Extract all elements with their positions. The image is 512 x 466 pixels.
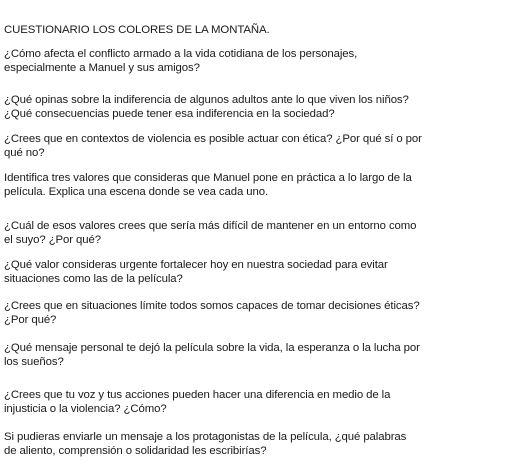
- question-line: los sueños?: [4, 355, 64, 368]
- question-line: ¿Crees que en contextos de violencia es posible actuar con ética? ¿Por qué sí o por: [4, 133, 422, 145]
- question-2: [4, 94, 409, 121]
- question-5: [4, 220, 416, 247]
- question-9: [4, 389, 390, 416]
- question-1: [4, 48, 357, 75]
- question-3: [4, 133, 422, 160]
- question-line: el suyo? ¿Por qué?: [4, 233, 101, 246]
- question-8: [4, 342, 420, 369]
- question-4: [4, 172, 412, 199]
- question-line: especialmente a Manuel y sus amigos?: [4, 61, 200, 74]
- question-line: ¿Qué valor consideras urgente fortalecer hoy en nuestra sociedad para evitar: [4, 259, 388, 271]
- question-line: qué no?: [4, 146, 45, 159]
- question-line: película. Explica una escena donde se vea cada uno.: [4, 185, 269, 198]
- question-line: ¿Qué opinas sobre la indiferencia de algunos adultos ante lo que viven los niños?: [4, 94, 409, 106]
- question-line: ¿Crees que en situaciones límite todos somos capaces de tomar decisiones éticas?: [4, 300, 420, 312]
- document-title: CUESTIONARIO LOS COLORES DE LA MONTAÑA.: [4, 24, 270, 36]
- question-7: [4, 300, 420, 327]
- question-6: [4, 259, 388, 286]
- question-10: [4, 431, 406, 458]
- question-line: ¿Cómo afecta el conflicto armado a la vida cotidiana de los personajes,: [4, 48, 358, 60]
- question-line: situaciones como las de la película?: [4, 272, 183, 285]
- question-line: ¿Qué consecuencias puede tener esa indiferencia en la sociedad?: [4, 107, 335, 120]
- question-line: ¿Qué mensaje personal te dejó la película sobre la vida, la esperanza o la lucha por: [4, 342, 420, 354]
- question-line: ¿Cuál de esos valores crees que sería más difícil de mantener en un entorno como: [4, 220, 417, 232]
- question-line: Si pudieras enviarle un mensaje a los protagonistas de la película, ¿qué palabras: [4, 431, 407, 443]
- question-line: de aliento, comprensión o solidaridad les escribirías?: [4, 444, 267, 457]
- question-line: injusticia o la violencia? ¿Cómo?: [4, 402, 167, 415]
- question-line: ¿Crees que tu voz y tus acciones pueden hacer una diferencia en medio de la: [4, 389, 391, 401]
- question-line: ¿Por qué?: [4, 313, 57, 326]
- question-line: Identifica tres valores que consideras que Manuel pone en práctica a lo largo de la: [4, 172, 412, 184]
